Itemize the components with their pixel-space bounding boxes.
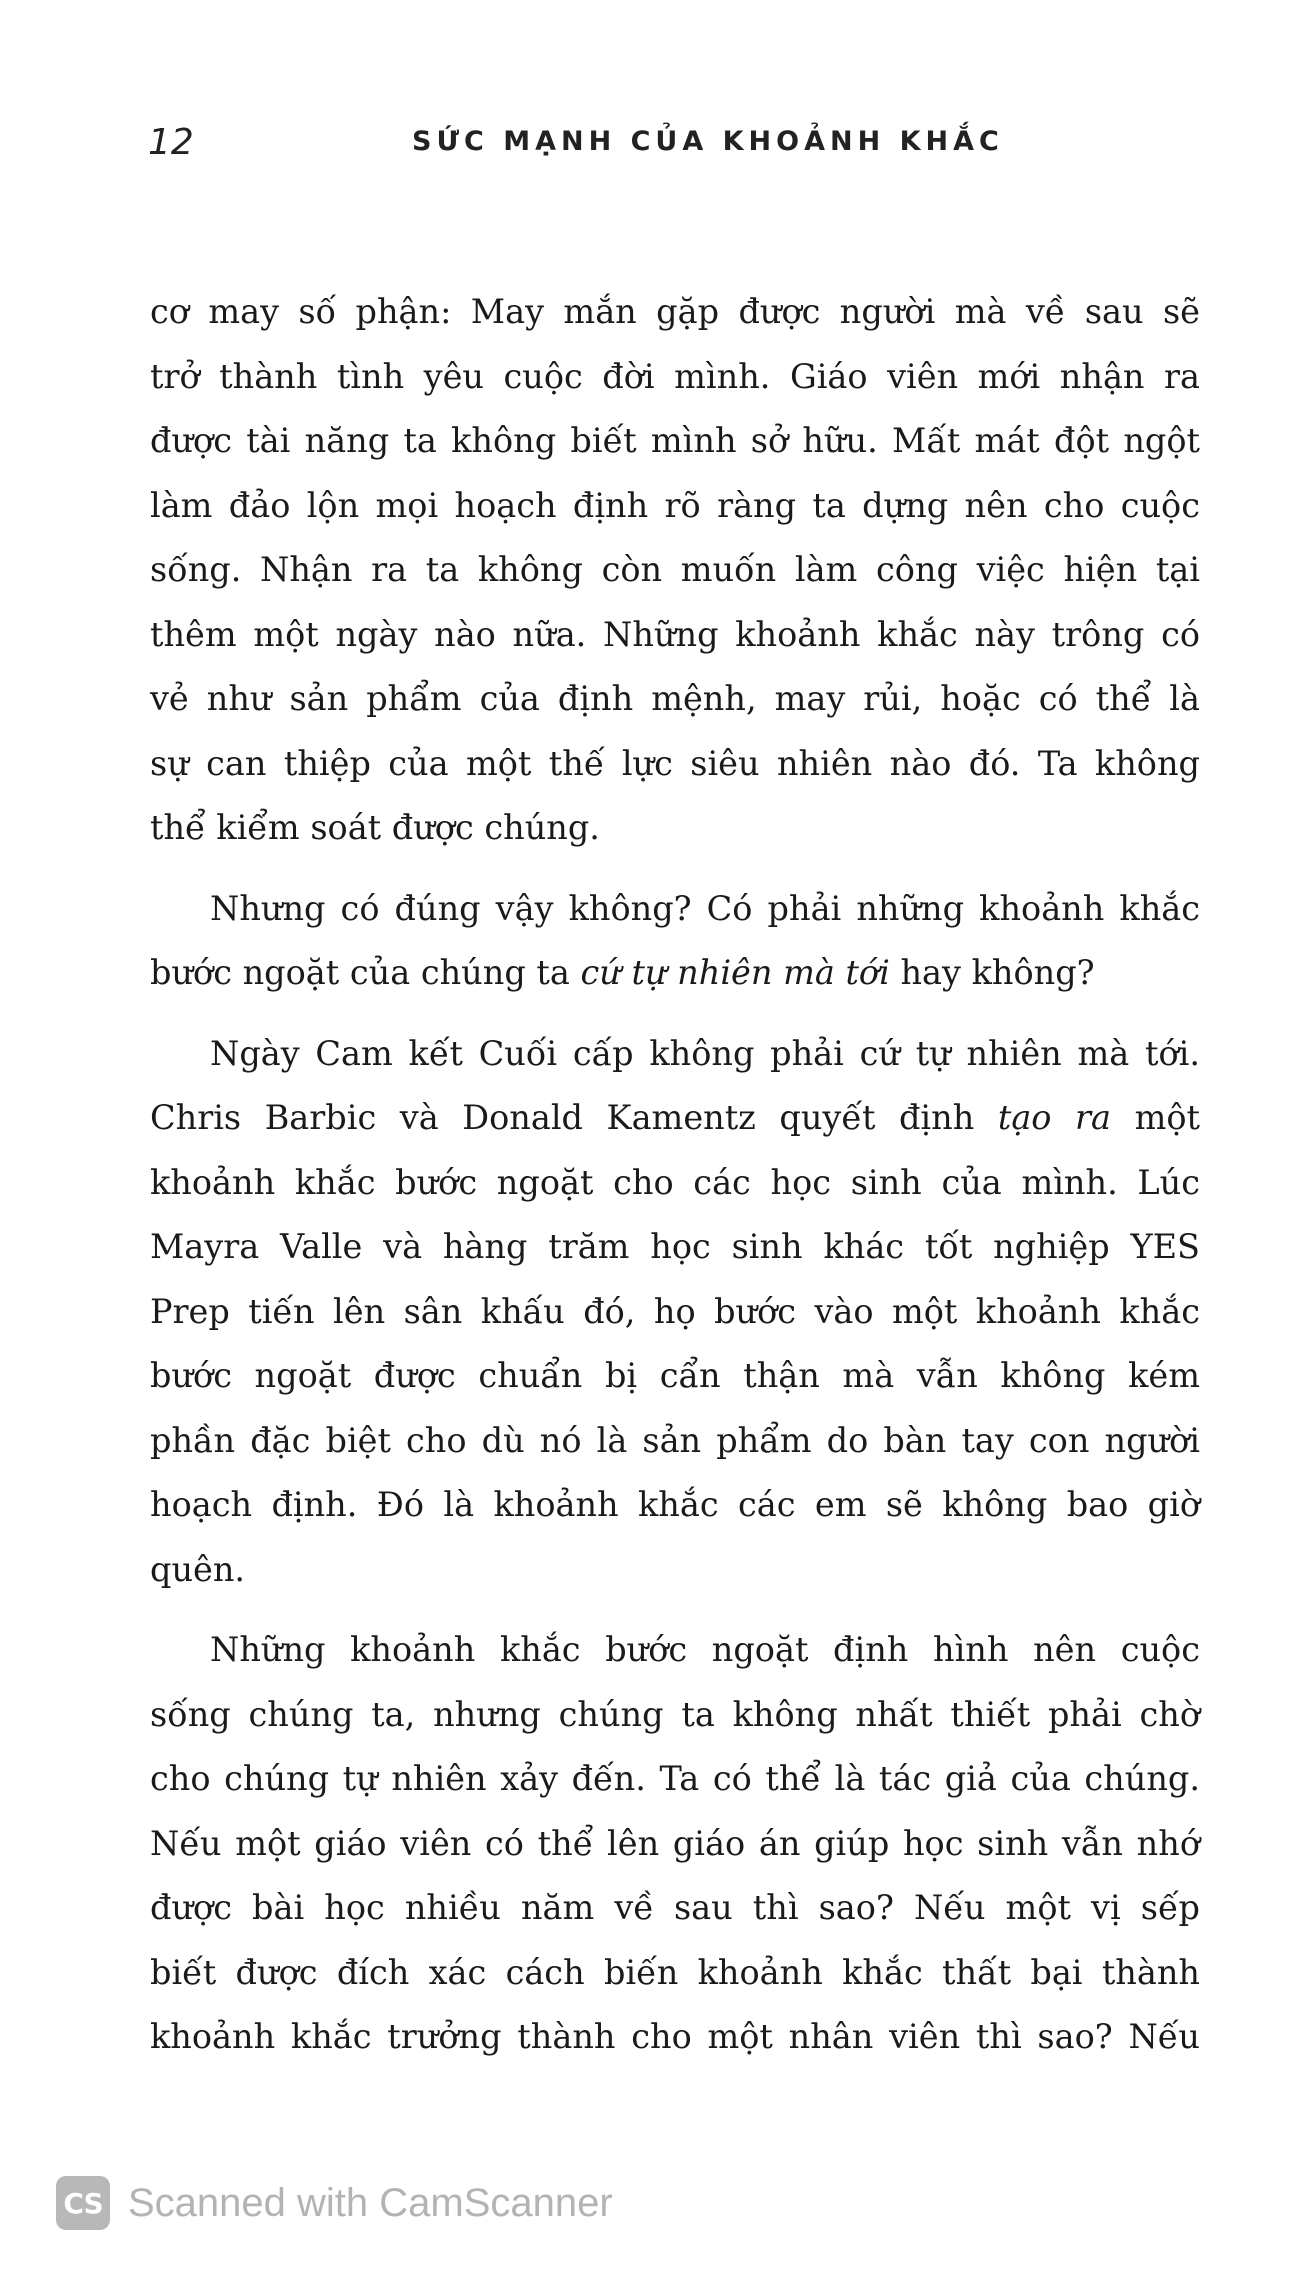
text-line: làm đảo lộn mọi hoạch định rõ ràng ta dựng nên cho cuộc [150, 485, 1200, 525]
paragraph-2 [150, 877, 1200, 1006]
text-line: cho chúng tự nhiên xảy đến. Ta có thể là tác giả của chúng. [150, 1759, 1200, 1798]
text-line: Nếu một giáo viên có thể lên giáo án giúp học sinh vẫn nhớ [150, 1823, 1200, 1863]
text-line [150, 1086, 1200, 1151]
text-segment: một [1111, 1098, 1200, 1137]
text-line: quên. [150, 1549, 246, 1589]
text-line: được tài năng ta không biết mình sở hữu. Mất mát đột ngột [150, 421, 1200, 460]
body-text [150, 280, 1200, 2070]
camscanner-logo-icon: CS [56, 2176, 110, 2230]
page-number: 12 [148, 122, 194, 163]
text-line: thêm một ngày nào nữa. Những khoảnh khắc này trông có [150, 614, 1200, 654]
text-line: sự can thiệp của một thế lực siêu nhiên nào đó. Ta không [150, 743, 1200, 783]
text-line: phần đặc biệt cho dù nó là sản phẩm do bàn tay con người [150, 1420, 1200, 1460]
text-line: khoảnh khắc trưởng thành cho một nhân viên thì sao? Nếu [150, 2017, 1200, 2056]
watermark-text: Scanned with CamScanner [128, 2180, 613, 2225]
running-head: SỨC MẠNH CỦA KHOẢNH KHẮC [412, 126, 1004, 157]
text-line: Prep tiến lên sân khấu đó, họ bước vào một khoảnh khắc [150, 1291, 1200, 1331]
text-line: sống chúng ta, nhưng chúng ta không nhất thiết phải chờ [150, 1694, 1200, 1734]
paragraph-1 [150, 280, 1200, 861]
text-line: Ngày Cam kết Cuối cấp không phải cứ tự nhiên mà tới. [210, 1033, 1200, 1073]
text-line: bước ngoặt được chuẩn bị cẩn thận mà vẫn không kém [150, 1356, 1200, 1395]
text-line: sống. Nhận ra ta không còn muốn làm công việc hiện tại [150, 550, 1200, 589]
camscanner-watermark [56, 2173, 613, 2233]
text-line: hoạch định. Đó là khoảnh khắc các em sẽ không bao giờ [150, 1485, 1200, 1524]
paragraph-3 [150, 1022, 1200, 1603]
text-line: Những khoảnh khắc bước ngoặt định hình nên cuộc [210, 1630, 1200, 1669]
text-line [150, 941, 1200, 1006]
text-line: biết được đích xác cách biến khoảnh khắc thất bại thành [150, 1952, 1200, 1992]
text-line: cơ may số phận: May mắn gặp được người mà về sau sẽ [150, 292, 1200, 331]
text-line: vẻ như sản phẩm của định mệnh, may rủi, hoặc có thể là [150, 679, 1200, 718]
text-line: được bài học nhiều năm về sau thì sao? Nếu một vị sếp [150, 1888, 1200, 1927]
text-line: trở thành tình yêu cuộc đời mình. Giáo viên mới nhận ra [150, 356, 1200, 396]
text-line: Mayra Valle và hàng trăm học sinh khác tốt nghiệp YES [150, 1227, 1200, 1266]
italic-phrase: tạo ra [997, 1098, 1112, 1137]
text-segment: bước ngoặt của chúng ta [150, 953, 581, 992]
text-line: Nhưng có đúng vậy không? Có phải những khoảnh khắc [210, 888, 1200, 928]
paragraph-4 [150, 1618, 1200, 2070]
text-segment: Chris Barbic và Donald Kamentz quyết định [150, 1098, 998, 1137]
italic-phrase: cứ tự nhiên mà tới [580, 953, 890, 992]
text-line: thể kiểm soát được chúng. [150, 808, 600, 847]
text-segment: hay không? [889, 953, 1095, 992]
text-line: khoảnh khắc bước ngoặt cho các học sinh của mình. Lúc [150, 1162, 1200, 1202]
